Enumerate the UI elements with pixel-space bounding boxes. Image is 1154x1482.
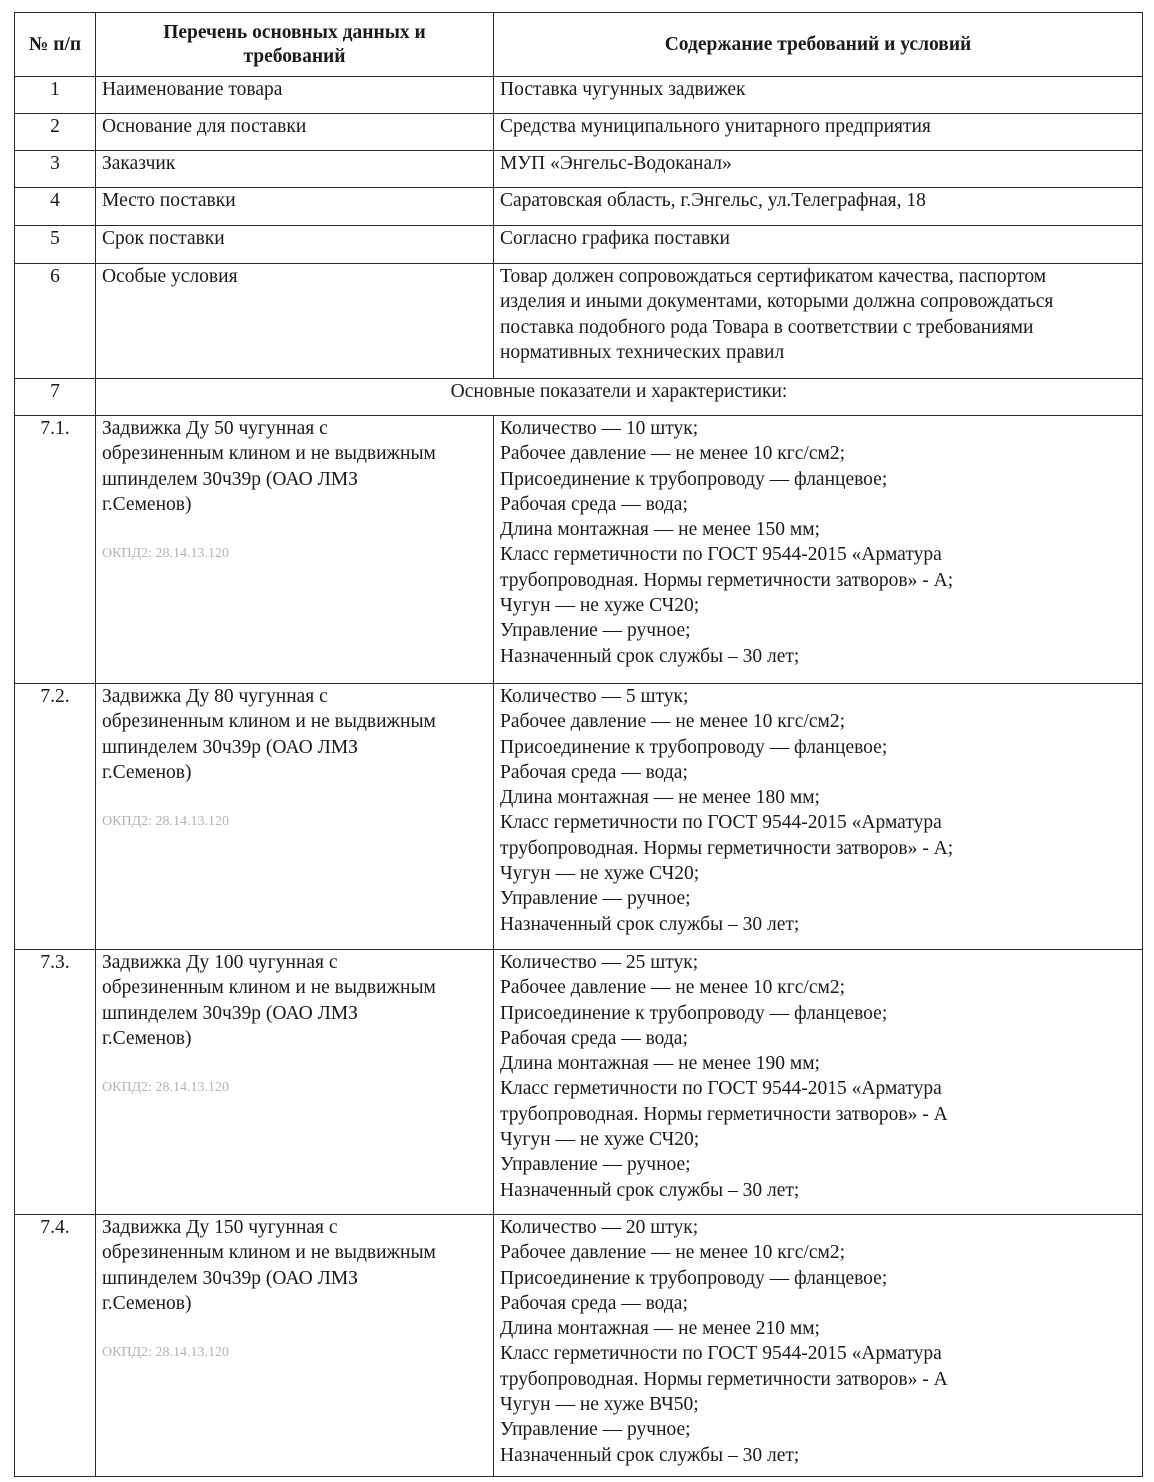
spec-line: Назначенный срок службы – 30 лет; <box>500 1179 800 1201</box>
item-number: 7.2. <box>15 684 96 950</box>
item-name <box>96 1215 494 1477</box>
item-name-line: шпинделем 30ч39р (ОАО ЛМЗ <box>102 1267 358 1289</box>
spec-line: Рабочая среда — вода; <box>500 1292 688 1314</box>
spec-line: Класс герметичности по ГОСТ 9544-2015 «Арматура <box>500 812 942 834</box>
spec-line: Рабочая среда — вода; <box>500 761 688 783</box>
item-name-line: г.Семенов) <box>102 1027 192 1049</box>
spec-line: Присоединение к трубопроводу — фланцевое; <box>500 736 888 758</box>
item-name <box>96 950 494 1215</box>
content-line: нормативных технических правил <box>500 341 785 363</box>
spec-line: трубопроводная. Нормы герметичности затворов» - А <box>500 1103 948 1125</box>
spec-line: Класс герметичности по ГОСТ 9544-2015 «Арматура <box>500 1078 942 1100</box>
spec-line: Чугун — не хуже СЧ20; <box>500 595 700 617</box>
row-content <box>494 188 1143 226</box>
spec-line: Длина монтажная — не менее 190 мм; <box>500 1053 820 1075</box>
spec-line: Присоединение к трубопроводу — фланцевое; <box>500 1002 888 1024</box>
spec-line: Длина монтажная — не менее 210 мм; <box>500 1318 820 1340</box>
row-content <box>494 264 1143 379</box>
spec-line: Рабочая среда — вода; <box>500 1027 688 1049</box>
spec-line: Назначенный срок службы – 30 лет; <box>500 1444 800 1466</box>
spec-line: Присоединение к трубопроводу — фланцевое; <box>500 468 888 490</box>
spec-line: Рабочее давление — не менее 10 кгс/см2; <box>500 1242 846 1264</box>
row-name: Наименование товара <box>96 77 494 114</box>
item-name <box>96 684 494 950</box>
spec-line: Класс герметичности по ГОСТ 9544-2015 «Арматура <box>500 544 942 566</box>
item-number: 7.1. <box>15 416 96 684</box>
spec-line: трубопроводная. Нормы герметичности затворов» - А; <box>500 837 954 859</box>
content-line: Средства муниципального унитарного предприятия <box>500 116 931 137</box>
spec-line: трубопроводная. Нормы герметичности затворов» - А <box>500 1368 948 1390</box>
item-specs <box>494 416 1143 684</box>
row-name: Заказчик <box>96 151 494 188</box>
spec-line: Назначенный срок службы – 30 лет; <box>500 913 800 935</box>
spec-line: Чугун — не хуже СЧ20; <box>500 1129 700 1151</box>
spec-line: Количество — 5 штук; <box>500 686 689 707</box>
item-number: 7.4. <box>15 1215 96 1477</box>
spec-line: Присоединение к трубопроводу — фланцевое; <box>500 1267 888 1289</box>
spec-line: Количество — 20 штук; <box>500 1217 699 1238</box>
spec-line: Рабочая среда — вода; <box>500 493 688 515</box>
okpd-code: ОКПД2: 28.14.13.120 <box>102 1345 229 1361</box>
item-number: 7.3. <box>15 950 96 1215</box>
table-row <box>15 151 1143 188</box>
spec-line: Управление — ручное; <box>500 888 691 910</box>
row-number: 2 <box>15 114 96 151</box>
item-name <box>96 416 494 684</box>
spec-line: Класс герметичности по ГОСТ 9544-2015 «Арматура <box>500 1343 942 1365</box>
item-row <box>15 416 1143 684</box>
item-name-line: Задвижка Ду 100 чугунная с <box>102 952 338 973</box>
row-content <box>494 114 1143 151</box>
section-number: 7 <box>15 379 96 416</box>
row-number: 5 <box>15 226 96 264</box>
row-name: Особые условия <box>96 264 494 379</box>
item-name-line: Задвижка Ду 150 чугунная с <box>102 1217 338 1238</box>
okpd-code: ОКПД2: 28.14.13.120 <box>102 1080 229 1096</box>
item-name-line: обрезиненным клином и не выдвижным <box>102 1242 436 1264</box>
table-row <box>15 114 1143 151</box>
spec-line: Рабочее давление — не менее 10 кгс/см2; <box>500 977 846 999</box>
spec-line: Количество — 10 штук; <box>500 418 699 439</box>
row-number: 6 <box>15 264 96 379</box>
table-row <box>15 264 1143 379</box>
spec-line: Чугун — не хуже СЧ20; <box>500 863 700 885</box>
item-name-line: шпинделем 30ч39р (ОАО ЛМЗ <box>102 468 358 490</box>
spec-line: Длина монтажная — не менее 180 мм; <box>500 787 820 809</box>
item-name-line: г.Семенов) <box>102 1292 192 1314</box>
item-name-line: шпинделем 30ч39р (ОАО ЛМЗ <box>102 736 358 758</box>
table-row <box>15 188 1143 226</box>
okpd-code: ОКПД2: 28.14.13.120 <box>102 546 229 562</box>
item-name-line: обрезиненным клином и не выдвижным <box>102 443 436 465</box>
item-name-line: Задвижка Ду 80 чугунная с <box>102 686 328 707</box>
row-name: Место поставки <box>96 188 494 226</box>
table-row <box>15 226 1143 264</box>
content-line: изделия и иными документами, которыми должна сопровождаться <box>500 291 1054 313</box>
spec-line: Назначенный срок службы – 30 лет; <box>500 645 800 667</box>
item-name-line: Задвижка Ду 50 чугунная с <box>102 418 328 439</box>
section-row <box>15 379 1143 416</box>
content-line: Согласно графика поставки <box>500 228 730 249</box>
item-row <box>15 1215 1143 1477</box>
content-line: Саратовская область, г.Энгельс, ул.Телеграфная, 18 <box>500 190 926 211</box>
item-name-line: обрезиненным клином и не выдвижным <box>102 711 436 733</box>
item-specs <box>494 1215 1143 1477</box>
spec-line: Рабочее давление — не менее 10 кгс/см2; <box>500 443 846 465</box>
item-name-line: шпинделем 30ч39р (ОАО ЛМЗ <box>102 1002 358 1024</box>
spec-line: Управление — ручное; <box>500 1154 691 1176</box>
header-content: Содержание требований и условий <box>494 13 1143 77</box>
row-content <box>494 151 1143 188</box>
row-content <box>494 226 1143 264</box>
item-specs <box>494 950 1143 1215</box>
table-row <box>15 77 1143 114</box>
content-line: Поставка чугунных задвижек <box>500 79 746 100</box>
spec-line: Чугун — не хуже ВЧ50; <box>500 1394 699 1416</box>
spec-line: Количество — 25 штук; <box>500 952 699 973</box>
row-number: 1 <box>15 77 96 114</box>
item-row <box>15 684 1143 950</box>
spec-line: Длина монтажная — не менее 150 мм; <box>500 519 820 541</box>
spec-line: Рабочее давление — не менее 10 кгс/см2; <box>500 711 846 733</box>
spec-line: Управление — ручное; <box>500 1419 691 1441</box>
spec-line: трубопроводная. Нормы герметичности затворов» - А; <box>500 569 954 591</box>
row-name: Основание для поставки <box>96 114 494 151</box>
content-line: поставка подобного рода Товара в соответствии с требованиями <box>500 316 1034 338</box>
okpd-code: ОКПД2: 28.14.13.120 <box>102 814 229 830</box>
item-name-line: г.Семенов) <box>102 493 192 515</box>
row-number: 3 <box>15 151 96 188</box>
row-name: Срок поставки <box>96 226 494 264</box>
section-title: Основные показатели и характеристики: <box>96 379 1143 416</box>
item-specs <box>494 684 1143 950</box>
item-name-line: г.Семенов) <box>102 761 192 783</box>
content-line: Товар должен сопровождаться сертификатом качества, паспортом <box>500 266 1047 287</box>
spec-line: Управление — ручное; <box>500 620 691 642</box>
requirements-table <box>14 12 1143 1477</box>
item-name-line: обрезиненным клином и не выдвижным <box>102 977 436 999</box>
row-content <box>494 77 1143 114</box>
table-header-row <box>15 13 1143 77</box>
header-num: № п/п <box>15 13 96 77</box>
header-list: Перечень основных данных и требований <box>96 13 494 77</box>
item-row <box>15 950 1143 1215</box>
row-number: 4 <box>15 188 96 226</box>
content-line: МУП «Энгельс-Водоканал» <box>500 153 732 174</box>
